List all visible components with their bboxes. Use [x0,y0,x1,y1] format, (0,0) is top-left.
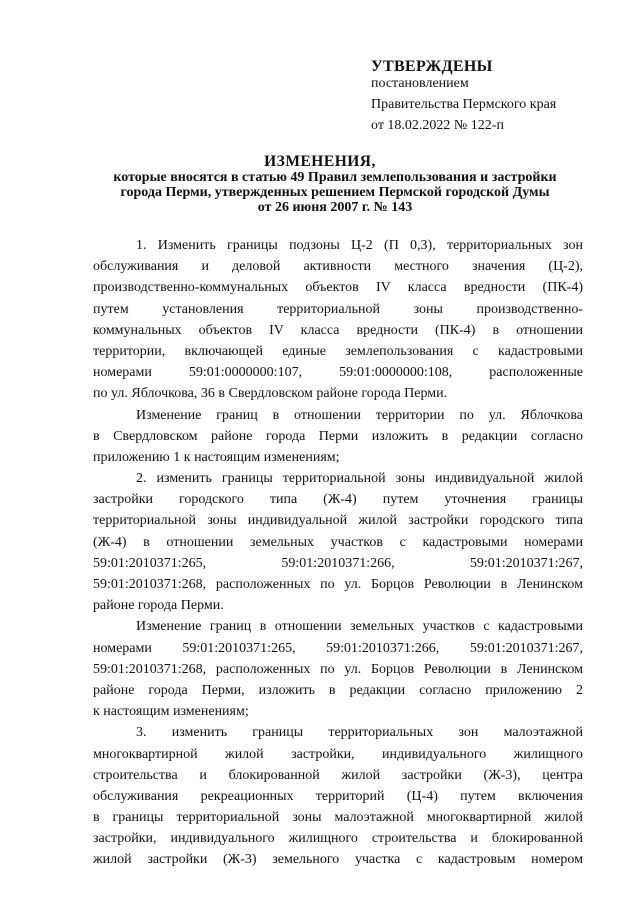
paragraph-line: 2. изменить границы территориальной зоны индивидуальной жилой [136,471,583,487]
paragraph [93,722,583,870]
subtitle-line: города Перми, утвержденных решением Пермской городской Думы [120,185,550,200]
subtitle-line: которые вносятся в статью 49 Правил землепользования и застройки [113,170,557,185]
paragraph-line: районе города Перми. [93,598,224,614]
paragraph-line: многоквартирной жилой застройки, индивидуального жилищного [93,746,583,762]
paragraph-line: жилой застройки (Ж-3) земельного участка с кадастровым номером [93,852,583,868]
paragraph-line: номерами 59:01:2010371:265, 59:01:2010371:266, 59:01:2010371:267, [93,640,583,656]
paragraph [93,405,583,469]
paragraph-line: 3. изменить границы территориальных зон малоэтажной [136,725,583,741]
paragraph-line: 59:01:2010371:268, расположенных по ул. Борцов Революции в Ленинском [93,577,583,592]
paragraph-line: Изменение границ в отношении территории по ул. Яблочкова [136,407,583,423]
paragraph-line: к настоящим изменениям; [93,704,249,720]
paragraph-line: строительства и блокированной жилой застройки (Ж-3), центра [93,767,583,783]
approval-line: постановлением [371,76,469,91]
approval-heading: УТВЕРЖДЕНЫ [371,58,493,75]
approval-line: Правительства Пермского края [371,97,557,113]
paragraph-line: 1. Изменить границы подзоны Ц-2 (П 0,3), территориальных зон [136,238,583,253]
paragraph-line: застройки, индивидуального жилищного строительства и блокированной [93,831,583,847]
paragraph-line: коммунальных объектов IV класса вредности (ПК-4) в отношении [93,322,583,338]
paragraph-line: Изменение границ в отношении земельных участков с кадастровыми [136,619,583,635]
document-body [93,235,583,871]
paragraph-line: территории, включающей единые землепользования с кадастровыми [93,343,583,359]
paragraph-line: районе города Перми, изложить в редакции согласно приложению 2 [93,682,583,698]
paragraph [93,468,583,616]
paragraph-line: (Ж-4) в отношении земельных участков с кадастровыми номерами [93,534,583,550]
paragraph-line: территориальной зоны индивидуальной жилой застройки городского типа [93,513,583,529]
paragraph-line: производственно-коммунальных объектов IV класса вредности (ПК-4) [93,280,583,296]
paragraph-line: в границы территориальной зоны малоэтажной многоквартирной жилой [93,810,583,826]
paragraph-line: застройки городского типа (Ж-4) путем уточнения границы [93,492,583,508]
paragraph-line: обслуживания и деловой активности местного значения (Ц-2), [93,259,583,275]
approval-line: от 18.02.2022 № 122-п [371,118,504,134]
paragraph [93,235,583,405]
paragraph-line: номерами 59:01:0000000:107, 59:01:0000000:108, расположенные [93,365,583,381]
paragraph-line: приложению 1 к настоящим изменениям; [93,449,340,465]
paragraph-line: по ул. Яблочкова, 36 в Свердловском районе города Перми. [93,386,448,402]
paragraph [93,616,583,722]
approval-stamp [371,58,611,140]
paragraph-line: 59:01:2010371:265, 59:01:2010371:266, 59:01:2010371:267, [93,555,583,571]
document-subtitle [90,170,580,215]
document-title: ИЗМЕНЕНИЯ, [264,153,376,170]
paragraph-line: обслуживания рекреационных территорий (Ц-4) путем включения [93,788,583,804]
paragraph-line: путем установления территориальной зоны производственно- [93,301,583,317]
paragraph-line: 59:01:2010371:268, расположенных по ул. Борцов Революции в Ленинском [93,661,583,677]
paragraph-line: в Свердловском районе города Перми изложить в редакции согласно [93,428,583,444]
subtitle-line: от 26 июня 2007 г. № 143 [257,200,413,215]
